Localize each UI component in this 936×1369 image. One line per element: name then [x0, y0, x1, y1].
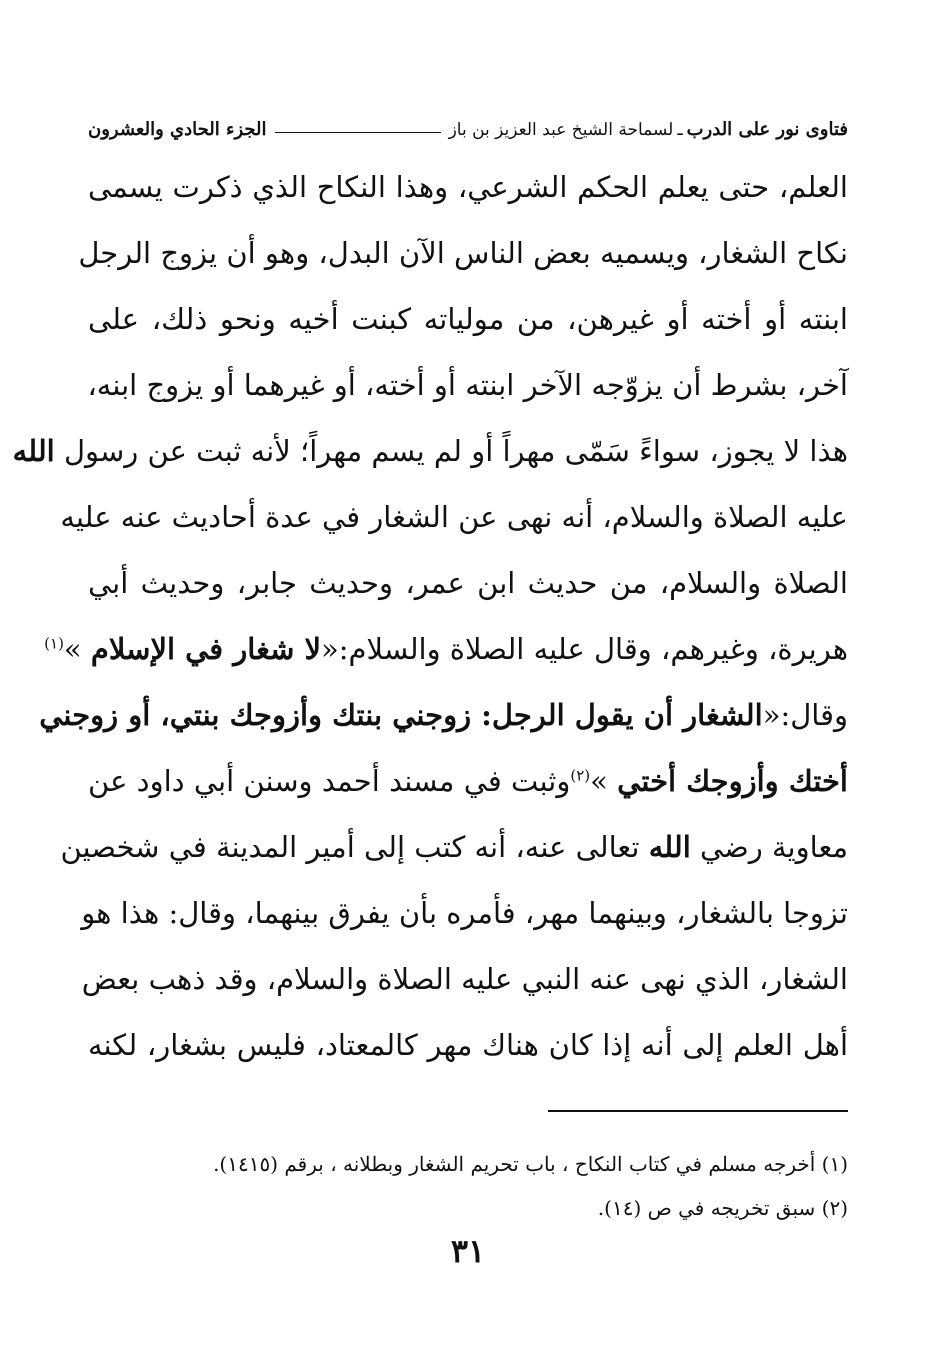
footnote-ref-1: (١) [44, 634, 64, 653]
text-line-13 [81, 946, 848, 1012]
text-line-4 [88, 352, 848, 418]
header-left-group [449, 112, 848, 148]
header-dash: ـ [677, 119, 683, 140]
text-span: الشغار، الذي نهى عنه النبي عليه الصلاة والسلام، وقد ذهب بعض [81, 962, 848, 996]
text-span: عليه الصلاة والسلام، أنه نهى عن الشغار في عدة أحاديث عنه عليه [60, 500, 848, 534]
footnote-separator [548, 1110, 848, 1112]
text-line-1 [88, 154, 848, 220]
text-line-7 [88, 550, 848, 616]
footnote-2: (٢) سبق تخريجه في ص (١٤). [597, 1196, 848, 1220]
text-line-14 [88, 1012, 848, 1078]
text-span: أهل العلم إلى أنه إذا كان هناك مهر كالمعتاد، فليس بشغار، لكنه [88, 1028, 849, 1062]
body-text [12, 154, 849, 1078]
text-line-11 [60, 814, 848, 880]
text-span: العلم، حتى يعلم الحكم الشرعي، وهذا النكاح الذي ذكرت يسمى [88, 170, 848, 204]
text-span: هريرة، وغيرهم، وقال عليه الصلاة والسلام:« [321, 632, 848, 666]
text-span-bold: الله [12, 434, 55, 468]
footnotes [88, 1142, 848, 1230]
hadith-quote: أختك وأزوجك أختي [617, 764, 848, 798]
text-span: وقال:« [762, 698, 848, 732]
text-line-6 [60, 484, 848, 550]
quote-close: » [63, 632, 82, 666]
text-line-12 [81, 880, 848, 946]
text-line-10 [88, 748, 848, 814]
footnote-1: (١) أخرجه مسلم في كتاب النكاح ، باب تحريم الشغار وبطلانه ، برقم (١٤١٥). [213, 1152, 848, 1176]
text-span: آخر، بشرط أن يزوّجه الآخر ابنته أو أخته، أو غيرهما أو يزوج ابنه، [87, 368, 848, 402]
header-author: لسماحة الشيخ عبد العزيز بن باز [448, 120, 674, 140]
text-line-5 [12, 418, 848, 484]
text-span: وثبت في مسند أحمد وسنن أبي داود عن [88, 764, 571, 798]
footnote-ref-2: (٢) [570, 766, 591, 785]
text-span-bold: الله [648, 830, 691, 864]
text-span: هذا لا يجوز، سواءً سَمّى مهراً أو لم يسم مهراً؛ لأنه ثبت عن رسول [63, 434, 848, 468]
hadith-quote: الشغار أن يقول الرجل: زوجني بنتك وأزوجك بنتي، أو زوجني [39, 698, 763, 732]
text-span: نكاح الشغار، ويسميه بعض الناس الآن البدل، وهو أن يزوج الرجل [78, 236, 848, 270]
book-page [12, 112, 849, 1312]
text-line-9 [39, 682, 848, 748]
text-span: معاوية رضي [699, 830, 848, 864]
text-span: تعالى عنه، أنه كتب إلى أمير المدينة في شخصين [60, 830, 640, 864]
header-volume: الجزء الحادي والعشرون [88, 119, 267, 140]
text-line-2 [78, 220, 848, 286]
page-number: ٣١ [450, 1232, 486, 1270]
text-line-3 [88, 286, 848, 352]
text-span: ابنته أو أخته أو غيرهن، من مولياته كبنت أخيه ونحو ذلك، على [88, 302, 848, 336]
text-span: تزوجا بالشغار، وبينهما مهر، فأمره بأن يفرق بينهما، وقال: هذا هو [81, 896, 848, 930]
running-header [88, 112, 848, 148]
text-line-8 [44, 616, 848, 682]
header-book-title: فتاوى نور على الدرب [686, 119, 848, 140]
text-span: الصلاة والسلام، من حديث ابن عمر، وحديث جابر، وحديث أبي [88, 566, 848, 600]
hadith-quote: لا شغار في الإسلام [90, 632, 322, 666]
header-rule [275, 132, 441, 133]
quote-close: » [590, 764, 608, 798]
